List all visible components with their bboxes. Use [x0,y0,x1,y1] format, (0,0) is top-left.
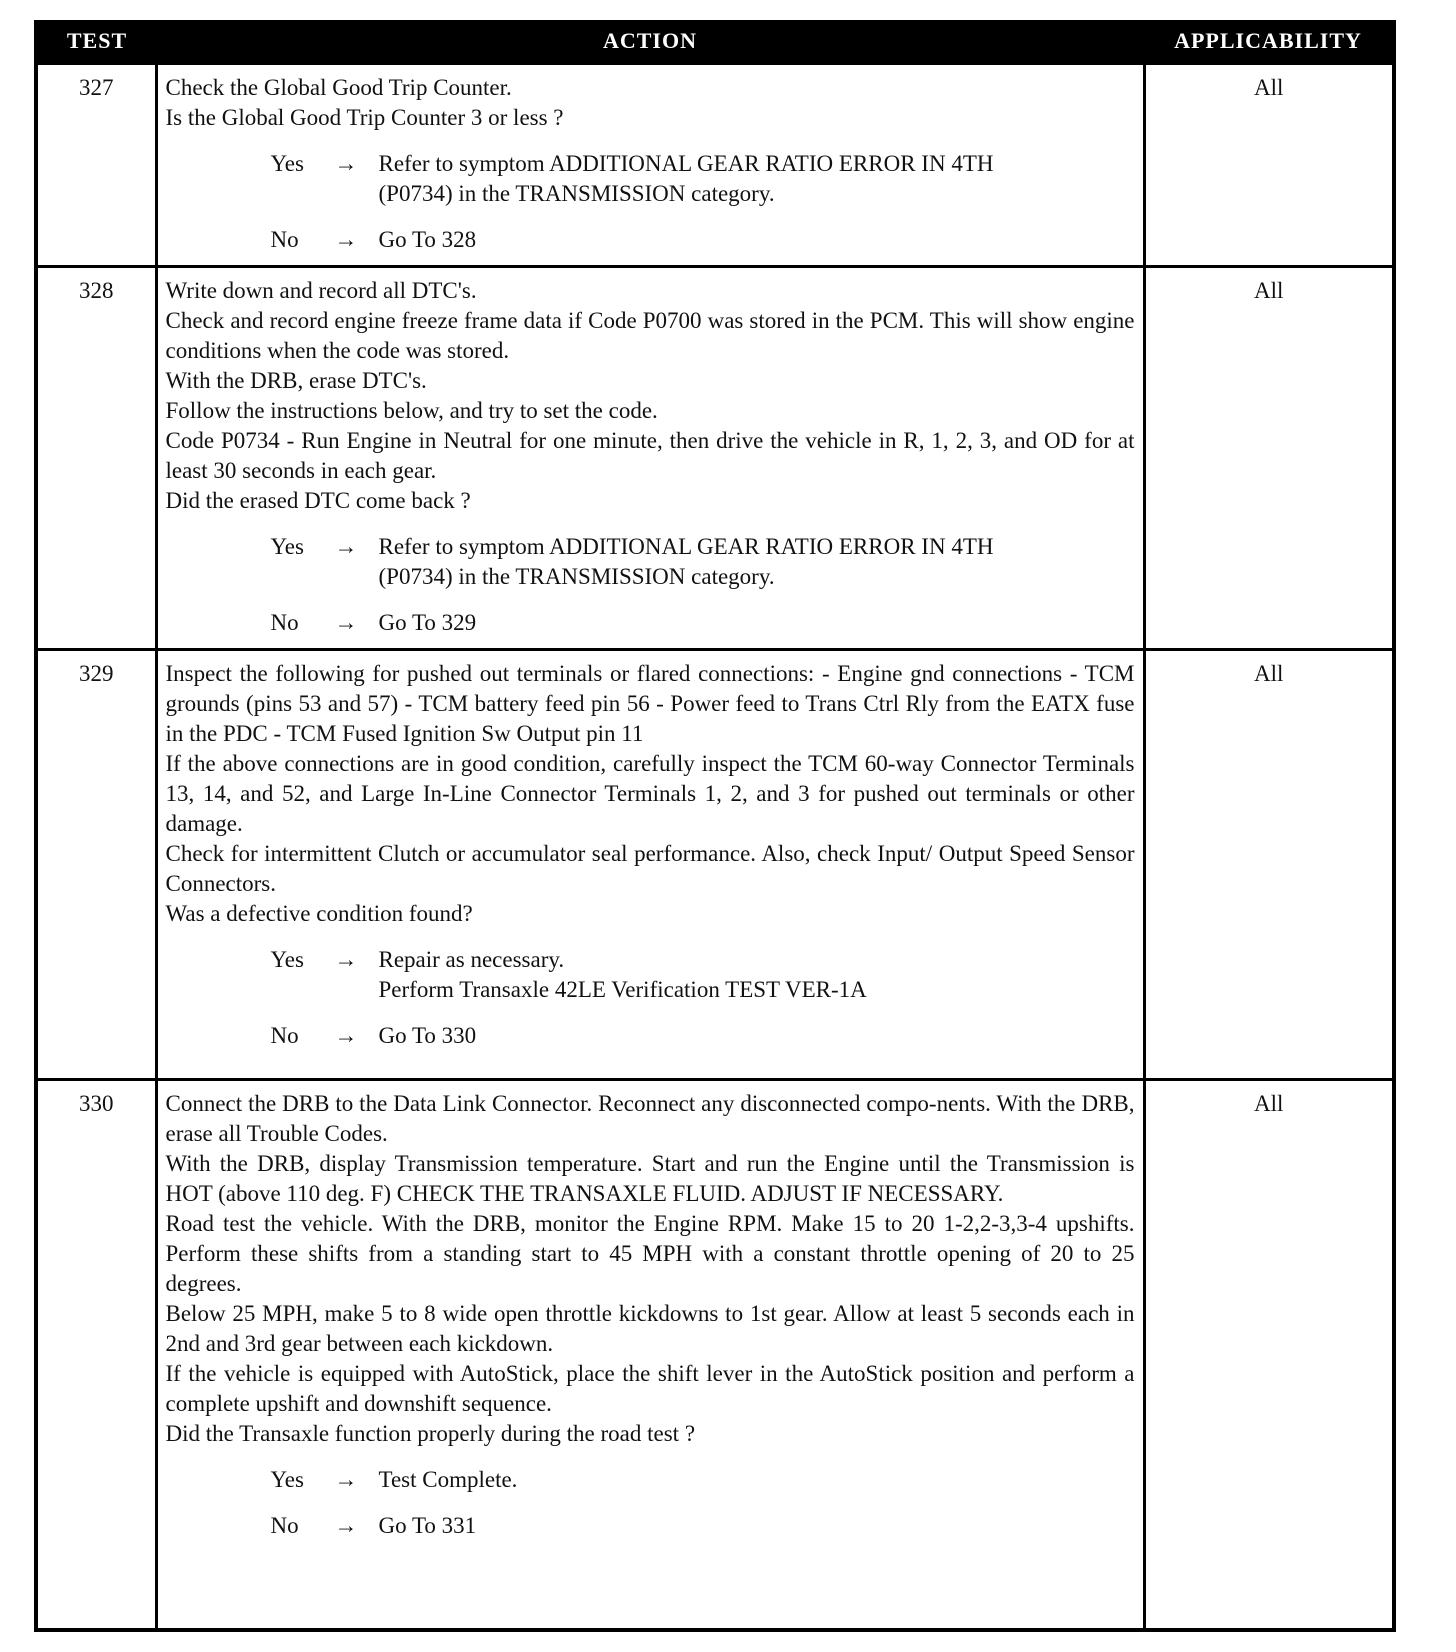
diagnostic-table-page [34,20,1396,1632]
answer-result-line: (P0734) in the TRANSMISSION category. [378,181,775,206]
header-test: TEST [38,20,156,64]
table-row [38,1080,1392,1629]
test-number: 327 [38,64,156,267]
action-cell [156,267,1144,650]
answer-result-line: Go To 330 [378,1023,477,1048]
answer-label: No [270,1023,299,1048]
answer-item [271,1021,1135,1051]
answer-list [271,945,1135,1051]
answer-label: No [270,610,299,635]
answer-label: Yes [270,1467,304,1492]
arrow-icon: → [334,151,358,176]
action-line: Follow the instructions below, and try to set the code. [165,398,658,423]
action-line: Code P0734 - Run Engine in Neutral for one minute, then drive the vehicle in R, 1, 2, 3, and OD for at least 30 seconds in each gear. [165,428,1135,483]
action-line: Did the Transaxle function properly during the road test ? [165,1421,696,1446]
answer-label: Yes [270,947,304,972]
answer-result-line: Refer to symptom ADDITIONAL GEAR RATIO ERROR IN 4TH [378,151,994,176]
table-row [38,267,1392,650]
answer-result [379,945,1135,1005]
answer-result [379,1511,1135,1541]
table-body [38,64,1392,1629]
answer-item [271,945,1135,1005]
action-line: If the above connections are in good condition, carefully inspect the TCM 60-way Connector Terminals 13, 14, and 52, and Large In-Line Connector Terminals 1, 2, and 3 for pushed out terminals or other damage. [165,751,1135,836]
answer-result [379,608,1135,638]
arrow-icon: → [334,947,358,972]
answer-result [379,1465,1135,1495]
test-number: 329 [38,650,156,1080]
answer-item [271,532,1135,592]
test-number: 330 [38,1080,156,1629]
diagnostic-table [38,20,1392,1628]
answer-result [379,532,1135,592]
applicability-cell: All [1144,267,1392,650]
test-number: 328 [38,267,156,650]
answer-label: No [270,227,299,252]
action-line: Check the Global Good Trip Counter. [165,75,512,100]
answer-result-line: Perform Transaxle 42LE Verification TEST VER-1A [378,977,867,1002]
arrow-icon: → [334,1513,358,1538]
action-line: With the DRB, display Transmission temperature. Start and run the Engine until the Transmission is HOT (above 110 deg. F) CHECK THE TRANSAXLE FLUID. ADJUST IF NECESSARY. [165,1151,1135,1206]
answer-item [271,1465,1135,1495]
applicability-cell: All [1144,64,1392,267]
answer-item [271,225,1135,255]
answer-list [271,1465,1135,1541]
answer-list [271,149,1135,255]
action-line: Road test the vehicle. With the DRB, monitor the Engine RPM. Make 15 to 20 1-2,2-3,3-4 upshifts. Perform these shifts from a standing start to 45 MPH with a constant throttle opening of 20 to 25 degrees. [165,1211,1135,1296]
action-cell [156,650,1144,1080]
arrow-icon: → [334,534,358,559]
action-line: Check for intermittent Clutch or accumulator seal performance. Also, check Input/ Output Speed Sensor Connectors. [165,841,1135,896]
table-row [38,650,1392,1080]
answer-result-line: Repair as necessary. [378,947,565,972]
action-line: Connect the DRB to the Data Link Connector. Reconnect any disconnected compo-nents. With the DRB, erase all Trouble Codes. [165,1091,1135,1146]
header-action: ACTION [156,20,1144,64]
action-cell [156,1080,1144,1629]
answer-result-line: Refer to symptom ADDITIONAL GEAR RATIO ERROR IN 4TH [378,534,994,559]
answer-list [271,532,1135,638]
arrow-icon: → [334,1023,358,1048]
action-line: Write down and record all DTC's. [165,278,477,303]
action-line: Check and record engine freeze frame data if Code P0700 was stored in the PCM. This will show engine conditions when the code was stored. [165,308,1135,363]
answer-result [379,1021,1135,1051]
answer-result-line: Go To 329 [378,610,477,635]
action-line: Was a defective condition found? [165,901,473,926]
arrow-icon: → [334,227,358,252]
action-line: Is the Global Good Trip Counter 3 or less ? [165,105,564,130]
arrow-icon: → [334,1467,358,1492]
action-line: Below 25 MPH, make 5 to 8 wide open throttle kickdowns to 1st gear. Allow at least 5 seconds each in 2nd and 3rd gear between each kickdown. [165,1301,1135,1356]
applicability-cell: All [1144,650,1392,1080]
answer-item [271,149,1135,209]
answer-result-line: Go To 331 [378,1513,477,1538]
answer-label: No [270,1513,299,1538]
header-applicability: APPLICABILITY [1144,20,1392,64]
action-cell [156,64,1144,267]
action-line: If the vehicle is equipped with AutoStick, place the shift lever in the AutoStick position and perform a complete upshift and downshift sequence. [165,1361,1135,1416]
answer-label: Yes [270,534,304,559]
answer-result [379,225,1135,255]
answer-result [379,149,1135,209]
answer-result-line: Test Complete. [378,1467,518,1492]
applicability-cell: All [1144,1080,1392,1629]
answer-label: Yes [270,151,304,176]
table-row [38,64,1392,267]
arrow-icon: → [334,610,358,635]
answer-item [271,608,1135,638]
action-line: Did the erased DTC come back ? [165,488,471,513]
action-line: Inspect the following for pushed out terminals or flared connections: - Engine gnd connections - TCM grounds (pins 53 and 57) - TCM battery feed pin 56 - Power feed to Trans Ctrl Rly from the EATX fuse in the PDC - TCM Fused Ignition Sw Output pin 11 [165,661,1135,746]
action-line: With the DRB, erase DTC's. [165,368,427,393]
answer-result-line: (P0734) in the TRANSMISSION category. [378,564,775,589]
table-header-row [38,20,1392,64]
answer-result-line: Go To 328 [378,227,477,252]
answer-item [271,1511,1135,1541]
